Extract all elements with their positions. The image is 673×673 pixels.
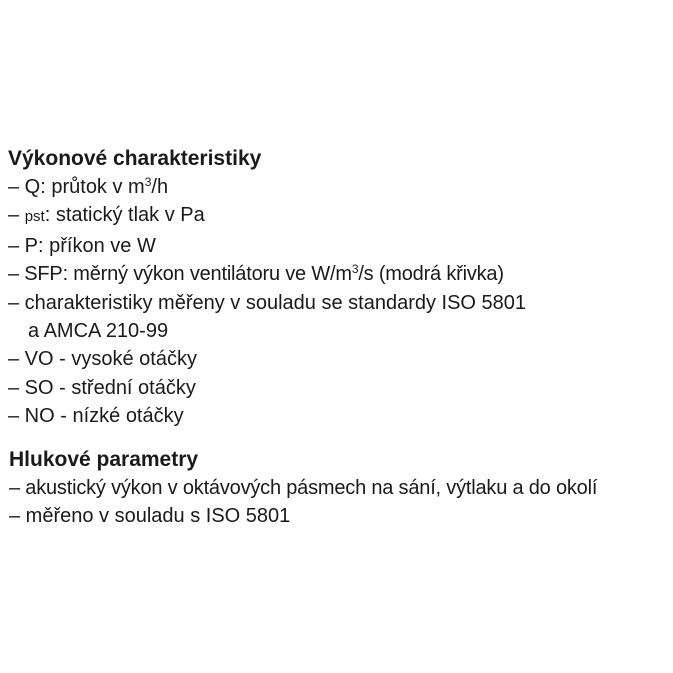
low-speed-line: – NO - nízké otáčky <box>8 405 184 428</box>
sfp-line <box>8 260 670 288</box>
sfp-unit: /s (modrá křivka) <box>358 263 504 286</box>
power-input-line: – P: příkon ve W <box>8 234 156 257</box>
noise-heading: Hlukové parametry <box>9 448 199 471</box>
standards-line-continued: a AMCA 210-99 <box>28 320 169 343</box>
noise-section <box>9 446 671 531</box>
medium-speed-line: – SO - střední otáčky <box>8 376 196 399</box>
performance-section <box>8 145 670 431</box>
sfp-text: – SFP: měrný výkon ventilátoru ve W/m <box>8 263 352 286</box>
performance-heading: Výkonové charakteristiky <box>8 147 262 170</box>
acoustic-power-line: – akustický výkon v oktávových pásmech na sání, výtlaku a do okolí <box>9 477 598 499</box>
sfp-exponent: 3 <box>351 262 359 277</box>
flow-rate-unit: /h <box>151 176 169 198</box>
measurement-standard-line: – měřeno v souladu s ISO 5801 <box>9 505 291 528</box>
static-pressure-dash: – <box>8 204 25 227</box>
flow-rate-line <box>8 173 670 201</box>
flow-rate-text: – Q: průtok v m <box>8 176 145 198</box>
static-pressure-symbol: pst <box>24 208 45 226</box>
static-pressure-text: : statický tlak v Pa <box>44 204 205 227</box>
flow-rate-exponent: 3 <box>144 175 152 189</box>
static-pressure-line <box>8 201 670 231</box>
high-speed-line: – VO - vysoké otáčky <box>8 348 197 371</box>
standards-line: – charakteristiky měřeny v souladu se standardy ISO 5801 <box>8 291 527 314</box>
